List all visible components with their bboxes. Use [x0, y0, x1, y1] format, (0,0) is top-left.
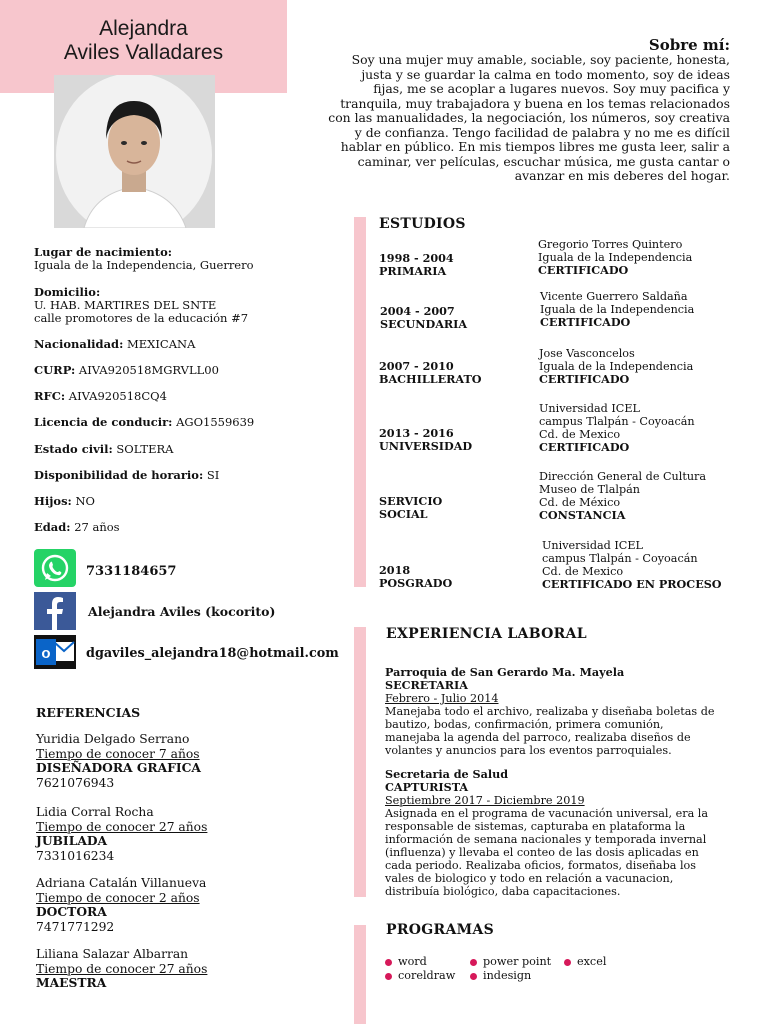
reference-role: JUBILADA	[36, 833, 108, 848]
name-first-line: Alejandra	[99, 17, 188, 40]
address-line2: calle promotores de la educación #7	[34, 311, 249, 325]
program-name: excel	[577, 955, 607, 968]
about-line: hablar en público. En mis tiempos libres me gusta leer, salir a	[340, 139, 730, 154]
program-item	[470, 969, 531, 982]
license-value: AGO1559639	[172, 415, 255, 429]
address-label: Domicilio:	[34, 285, 101, 299]
program-item	[385, 969, 455, 982]
license-label: Licencia de conducir:	[34, 415, 173, 429]
school-place: Iguala de la Independencia	[538, 251, 693, 264]
curp	[34, 364, 219, 377]
experience-item	[385, 666, 745, 757]
rfc-label: RFC:	[34, 389, 66, 403]
experience-accent-bar	[354, 627, 366, 897]
reference-item	[36, 876, 206, 934]
facebook-profile[interactable]: Alejandra Aviles (kocorito)	[88, 604, 276, 619]
study-level: PRIMARIA	[379, 264, 447, 278]
study-school	[540, 290, 694, 329]
nationality	[34, 338, 195, 351]
reference-name: Liliana Salazar Albarran	[36, 947, 189, 961]
address-line1: U. HAB. MARTIRES DEL SNTE	[34, 298, 217, 312]
study-status: CERTIFICADO	[540, 315, 631, 329]
study-school	[538, 238, 692, 277]
about-title: Sobre mí:	[648, 36, 730, 54]
experience-title: EXPERIENCIA LABORAL	[386, 626, 587, 642]
study-years: 2007 - 2010	[379, 359, 454, 373]
reference-item	[36, 732, 201, 790]
curp-label: CURP:	[34, 363, 76, 377]
bullet-icon	[564, 959, 571, 966]
license	[34, 416, 254, 429]
job-description-line: volantes y anuncios para los eventos parroquiales.	[385, 744, 672, 757]
job-description-line: manejaba la agenda del parroco, realizaba diseños de	[385, 731, 691, 744]
reference-name: Adriana Catalán Villanueva	[36, 876, 207, 890]
job-description-line: cada periodo. Realizaba oficios, formatos, diseñaba los	[385, 859, 697, 872]
about-line: justa y se guardar la calma en todo momento, soy de ideas	[361, 66, 730, 82]
school-name: Jose Vasconcelos	[539, 347, 635, 360]
civil-status	[34, 443, 173, 456]
program-item	[564, 955, 606, 968]
programs-accent-bar	[354, 925, 366, 1024]
job-role: CAPTURISTA	[385, 780, 469, 794]
availability-value: SI	[203, 468, 220, 482]
job-description-line: Manejaba todo el archivo, realizaba y diseñaba boletas de	[385, 705, 715, 718]
study-years: 2004 - 2007	[380, 304, 455, 318]
school-place: Iguala de la Independencia	[539, 360, 694, 373]
study-school	[539, 470, 706, 522]
email-address[interactable]: dgaviles_alejandra18@hotmail.com	[86, 646, 339, 661]
study-school	[539, 347, 693, 386]
name-second-line: Aviles Valladares	[63, 41, 224, 64]
birthplace-label: Lugar de nacimiento:	[34, 245, 172, 259]
study-status: CERTIFICADO	[539, 440, 630, 454]
rfc-value: AIVA920518CQ4	[65, 389, 167, 403]
children-label: Hijos:	[34, 494, 72, 508]
reference-role: DOCTORA	[36, 904, 107, 919]
program-item	[470, 955, 551, 968]
school-city: Cd. de México	[539, 496, 621, 509]
school-place: campus Tlalpán - Coyoacán	[542, 552, 698, 565]
about-line: avanzar en mis deberes del hogar.	[514, 168, 730, 183]
program-name: indesign	[483, 969, 532, 982]
whatsapp-icon	[34, 549, 76, 587]
bullet-icon	[470, 959, 477, 966]
reference-time: Tiempo de conocer 27 años	[36, 819, 208, 834]
phone-number[interactable]: 7331184657	[86, 564, 177, 579]
job-description-line: información de semana nacionales y temporada invernal	[385, 833, 707, 846]
study-level: UNIVERSIDAD	[379, 439, 473, 453]
study-period	[380, 305, 467, 331]
about-line: tranquila, muy trabajadora y buena en los temas relacionados	[340, 95, 730, 111]
study-status: CONSTANCIA	[539, 508, 626, 522]
study-level: SECUNDARIA	[380, 317, 468, 331]
reference-time: Tiempo de conocer 27 años	[36, 961, 208, 976]
school-name: Universidad ICEL	[539, 402, 640, 415]
study-years: SERVICIO	[379, 494, 443, 508]
job-description-line: (influenza) y llevaba el conteo de las dosis aplicadas en	[385, 846, 699, 859]
job-period: Septiembre 2017 - Diciembre 2019	[385, 794, 585, 807]
program-item	[385, 955, 427, 968]
availability-label: Disponibilidad de horario:	[34, 468, 204, 482]
school-name: Gregorio Torres Quintero	[538, 238, 683, 251]
bullet-icon	[470, 973, 477, 980]
study-period	[379, 252, 454, 278]
program-name: coreldraw	[398, 969, 456, 982]
reference-name: Yuridia Delgado Serrano	[36, 732, 190, 746]
job-description-line: distribuía biológico, daba capacitaciones.	[385, 885, 621, 898]
school-city: Cd. de Mexico	[542, 565, 624, 578]
about-line: con las manualidades, la negociación, los números, soy creativa	[328, 110, 730, 125]
rfc	[34, 390, 167, 403]
curp-value: AIVA920518MGRVLL00	[75, 363, 219, 377]
job-description-line: bautizo, bodas, confirmación, primera comunión,	[385, 718, 664, 731]
reference-phone: 7331016234	[36, 848, 115, 863]
references-title: REFERENCIAS	[36, 705, 141, 720]
job-role: SECRETARIA	[385, 678, 468, 692]
civil-value: SOLTERA	[112, 442, 174, 456]
nationality-value: MEXICANA	[123, 337, 196, 351]
programs-title: PROGRAMAS	[386, 922, 494, 938]
study-level: SOCIAL	[379, 507, 428, 521]
reference-time: Tiempo de conocer 7 años	[36, 746, 200, 761]
about-line: caminar, ver películas, escuchar música, me gusta cantar o	[357, 153, 730, 169]
about-line: y de confianza. Tengo facilidad de palabra y no me es difícil	[354, 124, 730, 140]
candidate-name	[0, 17, 287, 65]
bullet-icon	[385, 959, 392, 966]
study-level: BACHILLERATO	[379, 372, 482, 386]
profile-photo	[54, 75, 215, 228]
children	[34, 495, 95, 508]
facebook-icon	[34, 592, 76, 630]
experience-item	[385, 768, 745, 898]
civil-label: Estado civil:	[34, 442, 113, 456]
study-school	[542, 539, 722, 591]
reference-role: MAESTRA	[36, 975, 107, 990]
study-period	[379, 495, 442, 521]
studies-title: ESTUDIOS	[379, 216, 466, 232]
about-line: Soy una mujer muy amable, sociable, soy paciente, honesta,	[351, 52, 730, 67]
bullet-icon	[385, 973, 392, 980]
school-place: campus Tlalpán - Coyoacán	[539, 415, 695, 428]
address	[34, 286, 248, 325]
school-name: Dirección General de Cultura	[539, 470, 707, 483]
job-description-line: Asignada en el programa de vacunación universal, era la	[385, 807, 709, 820]
study-level: POSGRADO	[379, 576, 453, 590]
about-text	[320, 53, 730, 184]
outlook-letter: o	[41, 645, 51, 662]
study-status: CERTIFICADO	[538, 263, 629, 277]
reference-role: DISEÑADORA GRAFICA	[36, 760, 201, 775]
reference-name: Lidia Corral Rocha	[36, 805, 154, 819]
availability	[34, 469, 219, 482]
study-years: 2018	[379, 563, 411, 577]
study-period	[379, 360, 482, 386]
school-place: Iguala de la Independencia	[540, 303, 695, 316]
school-place: Museo de Tlalpán	[539, 483, 640, 496]
job-period: Febrero - Julio 2014	[385, 692, 499, 705]
reference-phone: 7471771292	[36, 919, 115, 934]
birthplace	[34, 246, 254, 272]
program-name: power point	[483, 955, 552, 968]
school-city: Cd. de Mexico	[539, 428, 621, 441]
children-value: NO	[71, 494, 95, 508]
portrait-illustration	[54, 75, 215, 228]
study-school	[539, 402, 695, 454]
about-line: fijas, me se acoplar a lugares nuevos. Soy muy pacifica y	[373, 81, 730, 96]
studies-accent-bar	[354, 217, 366, 587]
study-status: CERTIFICADO	[539, 372, 630, 386]
job-place: Secretaria de Salud	[385, 767, 509, 781]
outlook-icon	[34, 635, 76, 669]
age-label: Edad:	[34, 520, 71, 534]
reference-time: Tiempo de conocer 2 años	[36, 890, 200, 905]
school-name: Universidad ICEL	[542, 539, 643, 552]
program-name: word	[398, 955, 427, 968]
study-period	[379, 564, 452, 590]
birthplace-value: Iguala de la Independencia, Guerrero	[34, 258, 254, 272]
nationality-label: Nacionalidad:	[34, 337, 124, 351]
school-name: Vicente Guerrero Saldaña	[540, 290, 688, 303]
study-status: CERTIFICADO EN PROCESO	[542, 577, 722, 591]
reference-phone: 7621076943	[36, 775, 115, 790]
age	[34, 521, 120, 534]
job-place: Parroquia de San Gerardo Ma. Mayela	[385, 665, 625, 679]
job-description-line: vales de biologico y todo en relación a vacunacion,	[385, 872, 674, 885]
study-period	[379, 427, 472, 453]
study-years: 1998 - 2004	[379, 251, 454, 265]
study-years: 2013 - 2016	[379, 426, 454, 440]
reference-item	[36, 805, 207, 863]
reference-item	[36, 947, 207, 991]
job-description-line: responsable de sistemas, capturaba en plataforma la	[385, 820, 686, 833]
age-value: 27 años	[70, 520, 120, 534]
